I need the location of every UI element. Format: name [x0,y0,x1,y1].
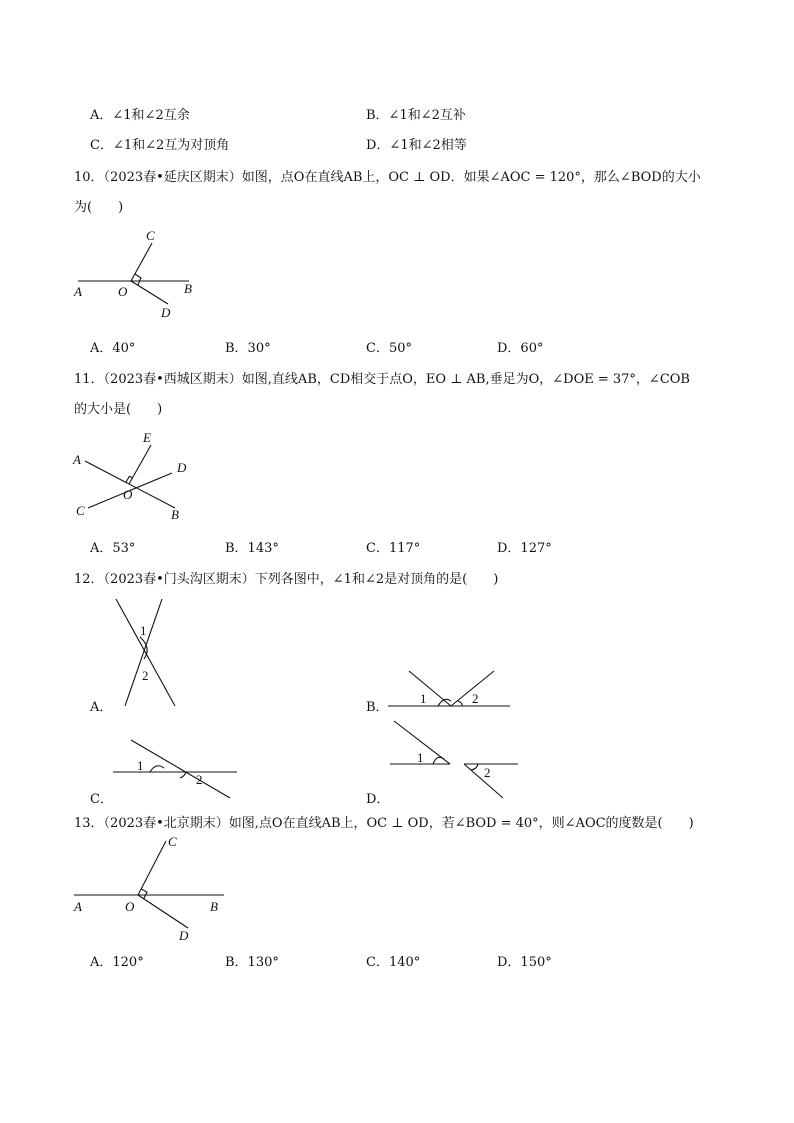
q12-label-b: B． [366,700,389,715]
q12-d-angle1: 1 [417,750,424,765]
q13-option-c: C．140° [366,955,421,970]
q10-option-c: C．50° [366,341,412,356]
q12-text-line1: 12．（2023春•门头沟区期末）下列各图中，∠1和∠2是对顶角的是( ) [74,572,499,587]
q11-label-o: O [123,487,133,502]
q11-label-b: B [171,507,179,522]
q10-label-a: A [74,284,82,299]
q11-label-a: A [73,452,81,467]
q11-text-line1: 11．（2023春•西城区期末）如图,直线AB，CD相交于点O，EO ⊥ AB,垂足为O，∠DOE = 37°，∠COB [74,372,690,387]
q10-label-c: C [146,228,155,243]
q13-label-b: B [210,899,218,914]
q10-label-o: O [118,284,128,299]
q13-option-a: A．120° [90,955,144,970]
q13-ray-od [138,895,188,928]
q12-a-angle1: 1 [140,623,147,638]
q11-label-e: E [143,430,151,445]
q9-option-a: A．∠1和∠2互余 [90,108,190,123]
q11-option-d: D．127° [497,541,552,556]
q13-option-d: D．150° [497,955,552,970]
q12-b-angle2: 2 [472,691,479,706]
q13-option-b: B．130° [225,955,279,970]
q12-c-angle2: 2 [196,772,203,787]
q13-ray-oc [138,841,166,895]
q11-option-a: A．53° [90,541,136,556]
q12-a-angle2: 2 [142,668,149,683]
q11-text-line2: 的大小是( ) [74,402,163,417]
q12-label-c: C． [90,792,113,807]
q10-label-b: B [184,281,192,296]
q12-label-d: D． [366,792,390,807]
q10-label-d: D [161,305,171,320]
q10-text-line2: 为( ) [74,200,124,215]
q13-label-d: D [179,928,189,943]
q10-text-line1: 10．（2023春•延庆区期末）如图，点O在直线AB上，OC ⊥ OD．如果∠AOC = 120°，那么∠BOD的大小 [74,170,701,185]
q11-label-d: D [177,460,187,475]
q9-option-c: C．∠1和∠2互为对顶角 [90,138,230,153]
q13-label-a: A [74,899,82,914]
q11-option-b: B．143° [225,541,279,556]
q12-b-angle1: 1 [420,691,427,706]
q12-label-a: A． [90,700,113,715]
q12-c-angle1: 1 [137,758,144,773]
q10-option-a: A．40° [90,341,136,356]
q11-label-c: C [76,503,85,518]
q10-option-b: B．30° [225,341,271,356]
q10-option-d: D．60° [497,341,544,356]
q11-option-c: C．117° [366,541,421,556]
q13-label-c: C [168,834,177,849]
q13-text-line1: 13．（2023春•北京期末）如图,点O在直线AB上，OC ⊥ OD，若∠BOD = 40°，则∠AOC的度数是( ) [74,816,694,831]
q13-label-o: O [125,899,135,914]
q9-option-d: D．∠1和∠2相等 [366,138,467,153]
q9-option-b: B．∠1和∠2互补 [366,108,466,123]
q12-d-angle2: 2 [484,765,491,780]
